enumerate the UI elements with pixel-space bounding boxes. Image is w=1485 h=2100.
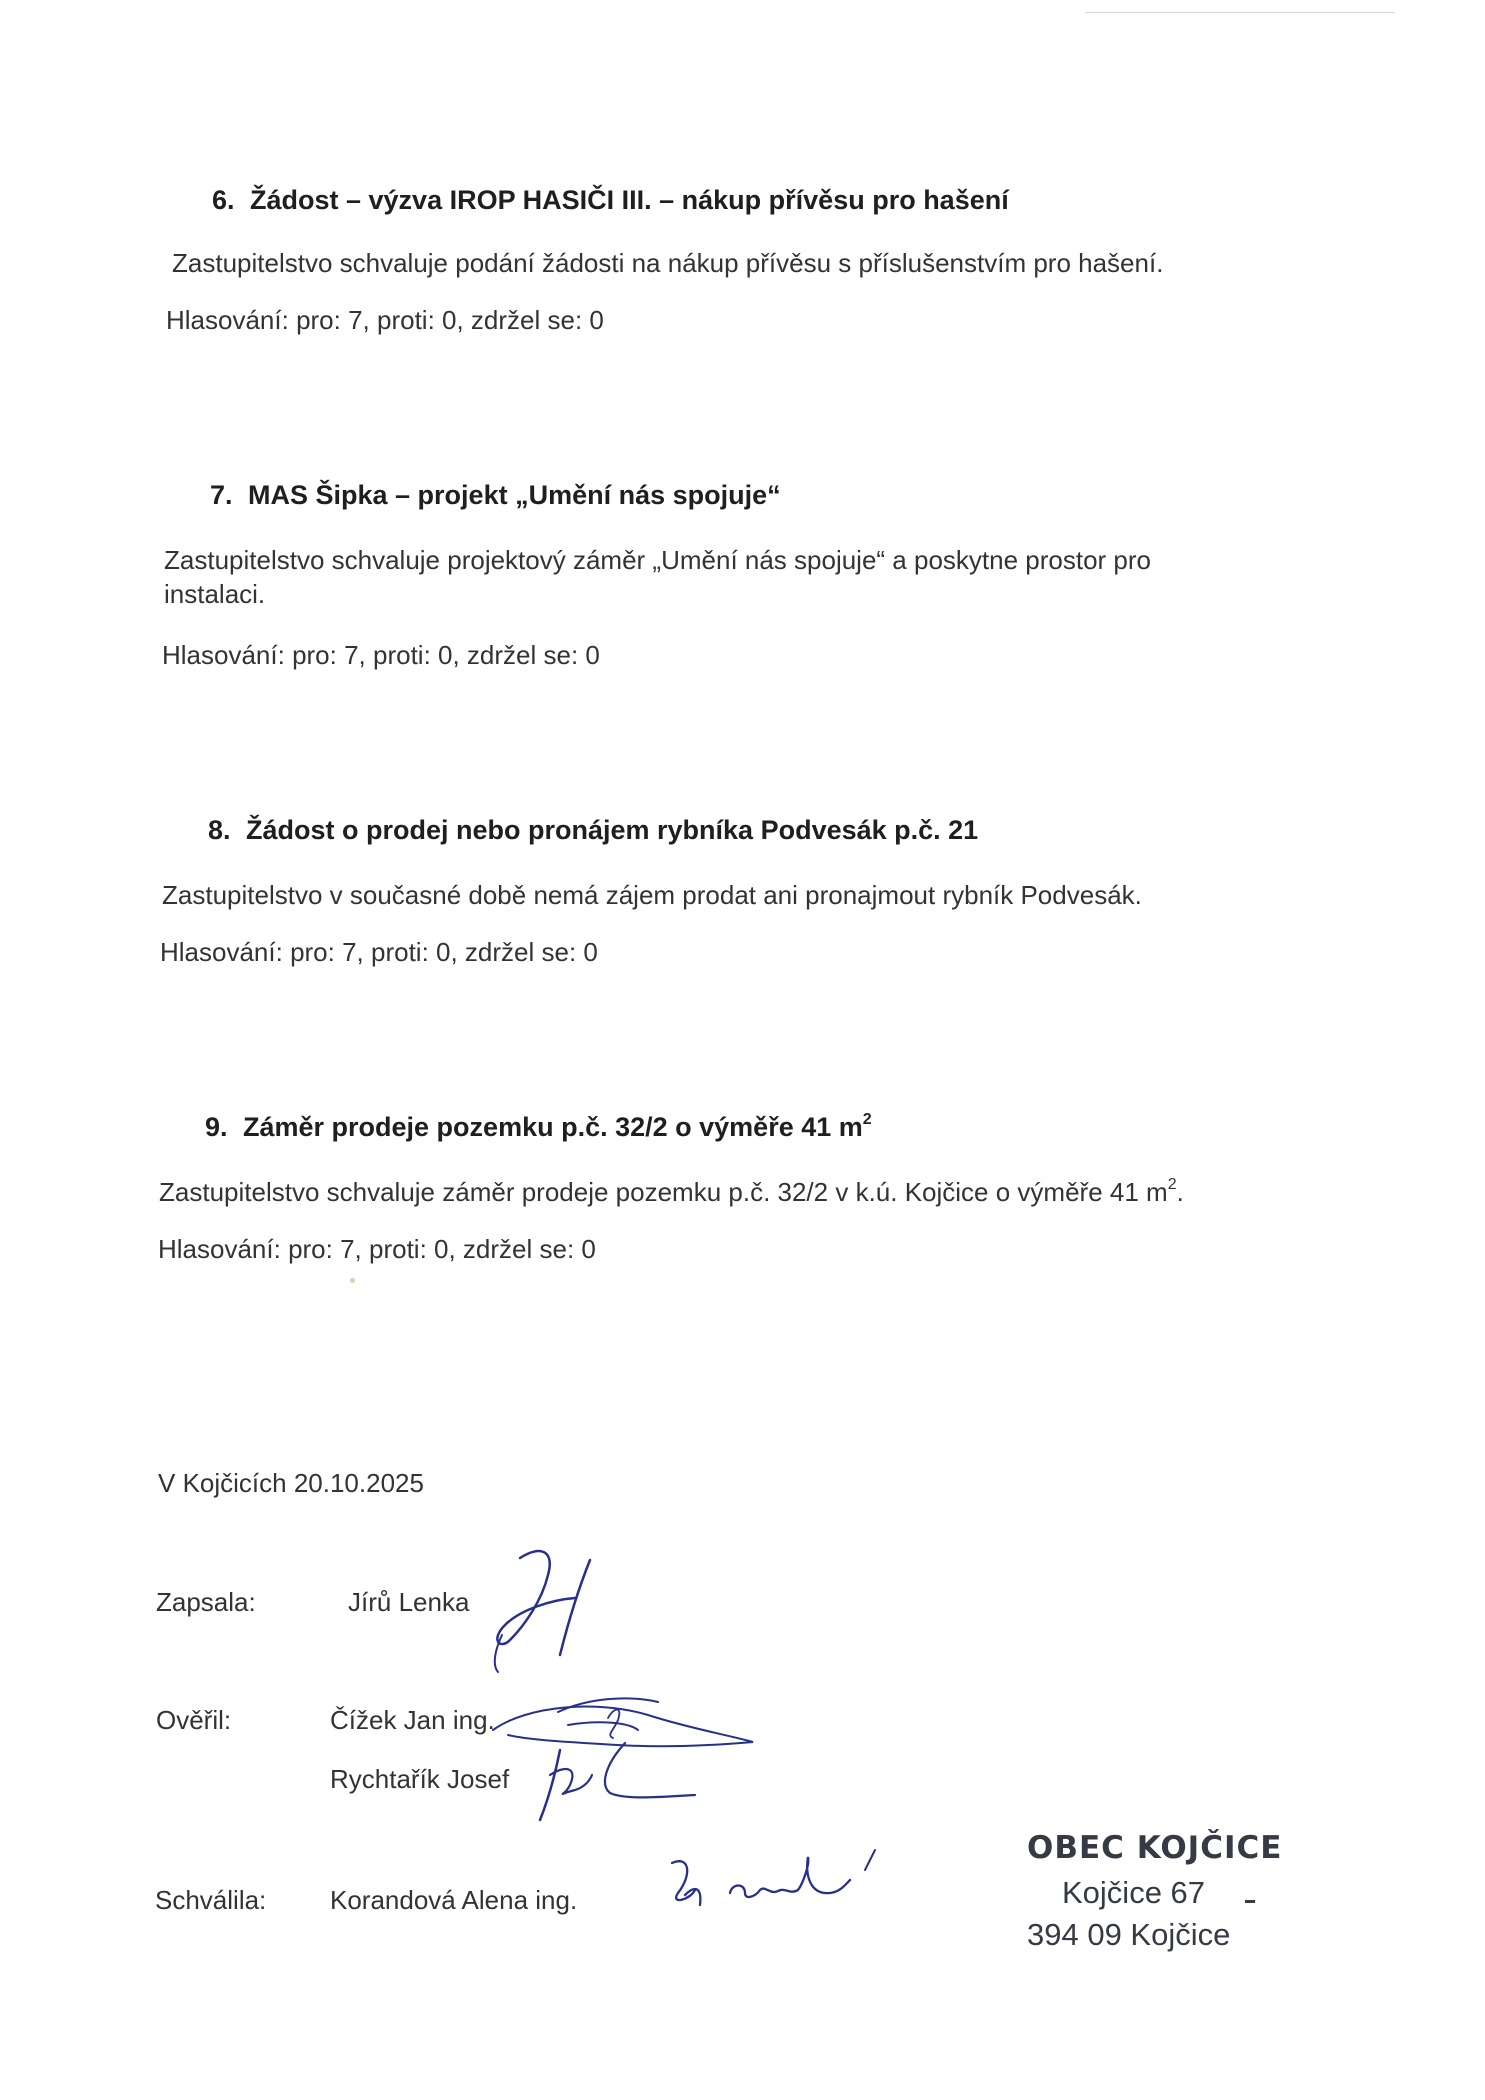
scan-speck <box>350 1278 355 1283</box>
section-6-heading <box>212 185 1009 216</box>
section-6-vote: Hlasování: pro: 7, proti: 0, zdržel se: 0 <box>166 305 604 335</box>
section-9-text-superscript: 2 <box>1167 1176 1177 1193</box>
stamp-line-2: 394 09 Kojčice <box>1027 1917 1231 1952</box>
section-9-heading <box>205 1112 872 1143</box>
section-9-text-body: Zastupitelstvo schvaluje záměr prodeje pozemku p.č. 32/2 v k.ú. Kojčice o výměře 41 m <box>159 1177 1168 1207</box>
scan-edge-line <box>1085 12 1395 13</box>
section-8-heading <box>208 815 978 846</box>
section-9-text <box>159 1175 1184 1209</box>
section-7-title: MAS Šipka – projekt „Umění nás spojuje“ <box>248 480 781 510</box>
stamp-title: OBEC KOJČICE <box>1027 1830 1283 1866</box>
section-8-number: 8. <box>208 815 231 845</box>
overil-name-2: Rychtařík Josef <box>330 1764 510 1794</box>
overil-label: Ověřil: <box>156 1705 232 1735</box>
section-8-title: Žádost o prodej nebo pronájem rybníka Podvesák p.č. 21 <box>246 815 979 845</box>
section-9-title-superscript: 2 <box>862 1111 872 1128</box>
section-6-text: Zastupitelstvo schvaluje podání žádosti na nákup přívěsu s příslušenstvím pro hašení. <box>172 248 1164 278</box>
section-8-vote: Hlasování: pro: 7, proti: 0, zdržel se: 0 <box>160 937 598 967</box>
section-9-title: Záměr prodeje pozemku p.č. 32/2 o výměře 41 m <box>243 1112 863 1142</box>
schvalila-label: Schválila: <box>155 1885 267 1915</box>
section-8-text: Zastupitelstvo v současné době nemá zájem prodat ani pronajmout rybník Podvesák. <box>162 880 1142 910</box>
zapsala-label: Zapsala: <box>156 1587 256 1617</box>
signature-rychtarik-drawing <box>530 1735 700 1825</box>
section-6-number: 6. <box>212 185 235 215</box>
section-7-vote: Hlasování: pro: 7, proti: 0, zdržel se: 0 <box>162 640 600 670</box>
section-9-number: 9. <box>205 1112 228 1142</box>
place-date: V Kojčicích 20.10.2025 <box>158 1468 424 1498</box>
signature-jiru-drawing <box>480 1540 610 1680</box>
section-7-heading <box>210 480 781 511</box>
schvalila-name: Korandová Alena ing. <box>330 1885 578 1915</box>
signature-korandova-drawing <box>660 1845 890 1925</box>
overil-name-1: Čížek Jan ing. <box>330 1705 495 1735</box>
stamp-line-1: Kojčice 67 <box>1062 1875 1206 1910</box>
section-7-text-line-1: Zastupitelstvo schvaluje projektový záměr „Umění nás spojuje“ a poskytne prostor pro <box>164 545 1151 575</box>
section-9-text-end: . <box>1176 1177 1184 1207</box>
section-9-vote: Hlasování: pro: 7, proti: 0, zdržel se: 0 <box>158 1234 596 1264</box>
section-7-number: 7. <box>210 480 233 510</box>
section-6-title: Žádost – výzva IROP HASIČI III. – nákup přívěsu pro hašení <box>250 185 1009 215</box>
section-7-text-line-2: instalaci. <box>164 579 266 609</box>
stamp-mark <box>1245 1900 1255 1903</box>
zapsala-name: Jírů Lenka <box>348 1587 470 1617</box>
